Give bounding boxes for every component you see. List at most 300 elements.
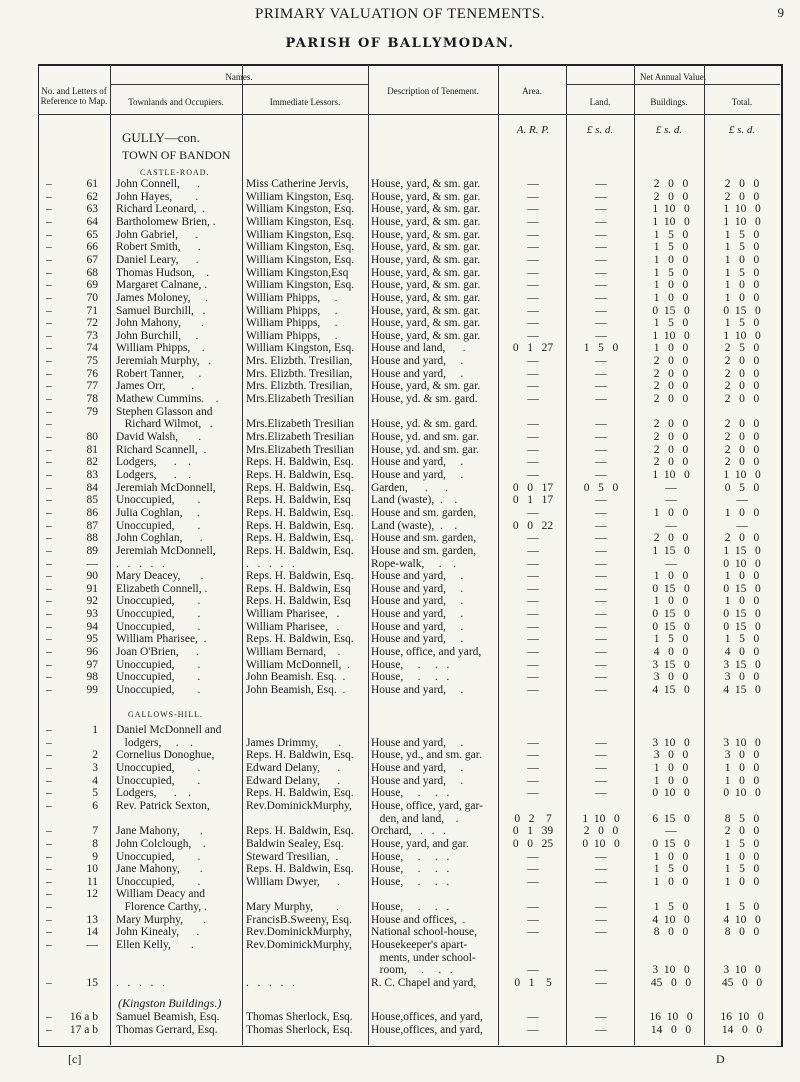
cell-les: William Kingston, Esq. [246,203,355,216]
cell-dash: – [46,253,52,266]
cell-tot: 4 10 0 [723,913,761,926]
cell-occ: David Walsh, . [116,431,202,443]
cell-desc: House, . . . [371,875,450,888]
cell-land: — [595,1023,607,1036]
cell-dash: – [46,405,52,418]
table-row [38,545,780,557]
cell-occ: Thomas Hudson, . [116,266,209,279]
cell-no: 1 [92,724,98,736]
cell-dash: – [46,342,52,355]
cell-les: Reps. H. Baldwin, Esq. [246,570,354,583]
cell-les: William Kingston, Esq. [246,342,355,355]
cell-area: — [527,557,539,570]
cell-desc: Orchard, . . . [371,825,447,838]
table-row [38,520,780,532]
table-row [38,241,780,253]
cell-dash: – [46,799,52,812]
cell-les: William Kingston, Esq. [246,215,355,228]
cell-bld: 2 0 0 [653,418,689,431]
cell-no: 88 [86,532,98,545]
cell-land: — [595,418,607,431]
townland-heading: GULLY—con. [122,130,200,145]
cell-area: — [527,850,539,863]
cell-tot: 1 10 0 [723,468,761,481]
cell-land: — [595,926,607,939]
cell-area: — [527,1011,539,1023]
cell-tot: 3 0 0 [724,671,760,684]
cell-land: — [595,913,607,926]
cell-occ: . . . . . [116,557,165,570]
cell-tot: 1 0 0 [724,570,760,583]
cell-occ: Robert Smith, . [116,241,201,254]
cell-no: 13 [86,913,98,926]
cell-les: . . . . . [246,557,295,570]
cell-tot: 3 10 0 [723,964,761,977]
cell-les: Reps. H. Baldwin, Esq. [246,633,354,646]
cell-tot: 4 0 0 [724,646,760,659]
cell-dash: – [46,355,52,368]
cell-dash: – [46,304,52,317]
cell-occ: Unoccupied, . [116,684,201,696]
cell-tot: 1 0 0 [724,850,760,863]
cell-land: — [595,977,607,989]
cell-bld: 1 5 0 [653,633,689,646]
cell-bld: 6 15 0 [652,812,690,825]
cell-land: — [595,506,607,519]
table-row [38,952,780,964]
cell-desc: Land (waste), . . [371,519,458,532]
cell-desc: House and yard, . [371,355,464,368]
cell-bld: — [665,519,677,532]
cell-land: — [595,544,607,557]
cell-les: . . . . . [246,977,295,989]
cell-land: — [595,443,607,456]
col-lessors-header: Immediate Lessors. [269,97,341,107]
cell-tot: 0 15 0 [723,304,761,317]
table-row [38,964,780,976]
cell-dash: – [46,215,52,228]
cell-dash: – [46,431,52,443]
cell-land: — [595,519,607,532]
cell-dash: – [46,203,52,216]
cell-dash: – [46,468,52,481]
cell-dash: – [46,863,52,876]
cell-occ: Jeremiah Murphy, . [116,355,212,368]
cell-land: — [595,532,607,545]
cell-land: 0 5 0 [583,481,619,494]
cell-desc: R. C. Chapel and yard, [371,977,477,989]
cell-occ: Jane Mahony, . [116,825,203,838]
cell-bld: 1 0 0 [653,279,689,292]
cell-no: 92 [86,595,98,608]
cell-area: — [527,913,539,926]
cell-dash: – [46,506,52,519]
cell-tot: 2 0 0 [724,178,760,190]
cell-no: 68 [86,266,98,279]
cell-area: — [527,367,539,380]
page-header-title: PRIMARY VALUATION OF TENEMENTS. [255,6,545,22]
cell-desc: House, yard, & sm. gar. [371,215,481,228]
cell-no: 81 [86,443,98,456]
cell-bld: 1 5 0 [653,228,689,241]
cell-no: 98 [86,671,98,684]
cell-tot: 1 0 0 [724,506,760,519]
cell-dash: – [46,646,52,659]
cell-desc: House, yard, & sm. gar. [371,266,481,279]
cell-tot: — [736,494,748,507]
cell-desc: House, . . . [371,671,450,684]
cell-tot: 1 0 0 [724,253,760,266]
cell-les: Miss Catherine Jervis, [246,178,349,190]
cell-land: — [595,355,607,368]
cell-tot: 0 10 0 [723,787,761,800]
cell-occ: Lodgers, . . [116,456,192,469]
table-row [38,532,780,544]
cell-les: Reps. H. Baldwin, Esq [246,582,351,595]
cell-land: — [595,468,607,481]
table-row [38,749,780,761]
cell-bld: 3 0 0 [653,671,689,684]
table-row [38,646,780,658]
cell-bld: 1 0 0 [653,570,689,583]
cell-les: Reps. H. Baldwin, Esq. [246,532,354,545]
table-row [38,633,780,645]
cell-no: 80 [86,431,98,443]
cell-dash: – [46,608,52,621]
cell-occ: Bartholomew Brien, . [116,215,216,228]
cell-les: Reps. H. Baldwin, Esq. [246,544,354,557]
table-row [38,355,780,367]
cell-land: — [595,380,607,393]
cell-les: Reps. H. Baldwin, Esq. [246,519,354,532]
cell-no: 79 [86,405,98,418]
cell-land: — [595,329,607,342]
cell-no: 85 [86,494,98,507]
cell-tot: 1 5 0 [724,837,760,850]
cell-occ: Richard Scannell, . [116,443,207,456]
cell-land: — [595,582,607,595]
table-row [38,342,780,354]
cell-bld: 0 15 0 [652,620,690,633]
cell-les: William Kingston, Esq. [246,190,355,203]
cell-tot: 2 0 0 [724,418,760,431]
cell-tot: 8 0 0 [724,926,760,939]
cell-dash: – [46,620,52,633]
cell-area: — [527,443,539,456]
cell-area: — [527,228,539,241]
cell-area: 0 1 17 [512,494,554,507]
cell-dash: – [46,913,52,926]
cell-tot: 0 15 0 [723,608,761,621]
cell-tot: 1 5 0 [724,901,760,914]
cell-no: 11 [86,875,98,888]
cell-bld: 0 15 0 [652,304,690,317]
cell-desc: den, and land, . [371,812,459,825]
cell-tot: 1 0 0 [724,595,760,608]
cell-occ: James Moloney, . [116,291,208,304]
cell-no: 4 [92,774,98,787]
col-townlands-header: Townlands and Occupiers. [128,97,224,107]
table-row [38,1024,780,1036]
cell-dash: – [46,724,52,736]
cell-bld: — [665,825,677,838]
cell-desc: House, yard, and gar. [371,837,469,850]
cell-tot: 1 5 0 [724,241,760,254]
cell-dash: – [46,850,52,863]
street-heading: GALLOWS-HILL. [128,710,203,719]
cell-tot: 1 10 0 [723,329,761,342]
cell-area: — [527,279,539,292]
cell-les: Thomas Sherlock, Esq. [246,1023,353,1036]
cell-les: William Pharisee, . [246,608,340,621]
cell-no: 86 [86,506,98,519]
cell-tot: 2 0 0 [724,532,760,545]
cell-no: 12 [86,888,98,901]
cell-tot: 0 10 0 [723,557,761,570]
cell-tot: 45 0 0 [721,977,763,989]
cell-bld: 1 0 0 [653,774,689,787]
cell-occ: William Deacy and [116,888,205,901]
cell-occ: Unoccupied, . [116,850,201,863]
cell-les: William Phipps, . [246,317,338,330]
cell-area: 0 2 7 [514,812,552,825]
cell-tot: 1 0 0 [724,291,760,304]
table-row [38,876,780,888]
cell-occ: Jane Mahony, . [116,863,203,876]
cell-dash: – [46,736,52,749]
cell-occ: lodgers, . . [116,736,193,749]
cell-desc: House and yard, . [371,468,464,481]
cell-les: Steward Tresilian, . [246,850,339,863]
cell-bld: 2 0 0 [653,532,689,545]
table-row [38,977,780,989]
cell-area: — [527,468,539,481]
cell-no: 91 [86,582,98,595]
table-row [38,456,780,468]
cell-occ: Unoccupied, . [116,519,201,532]
cell-tot: 1 15 0 [723,544,761,557]
cell-area: 0 1 5 [514,977,552,989]
cell-bld: 4 15 0 [652,684,690,696]
table-row [38,507,780,519]
cell-tot: 2 0 0 [724,825,760,838]
col-net-value-header: Net Annual Value. [639,72,707,82]
cell-bld: 1 10 0 [652,468,690,481]
cell-les: William Kingston, Esq. [246,279,355,292]
cell-land: — [595,658,607,671]
cell-desc: Rope-walk, . . [371,557,456,570]
cell-dash: – [46,633,52,646]
cell-bld: 1 0 0 [653,875,689,888]
cell-area: — [527,215,539,228]
cell-tot: 2 0 0 [724,431,760,443]
cell-les: William Kingston, Esq. [246,253,355,266]
cell-dash: – [46,456,52,469]
cell-bld: 1 0 0 [653,761,689,774]
cell-bld: 1 5 0 [653,266,689,279]
table-row [38,494,780,506]
cell-land: — [595,215,607,228]
cell-occ: John Connell, . [116,178,201,190]
cell-tot: 0 15 0 [723,620,761,633]
cell-no: 63 [86,203,98,216]
cell-area: 0 0 17 [512,481,554,494]
cell-land: 1 5 0 [583,342,619,355]
cell-dash: – [46,787,52,800]
cell-tot: 3 0 0 [724,749,760,762]
cell-area: — [527,875,539,888]
cell-land: — [595,279,607,292]
cell-occ: Margaret Calnane, . [116,279,208,292]
cell-bld: 1 0 0 [653,253,689,266]
cell-bld: 3 10 0 [652,736,690,749]
cell-les: William Kingston, Esq. [246,241,355,254]
col-ref-header: No. and Letters of Reference to Map. [40,86,108,106]
cell-occ: Unoccupied, . [116,875,201,888]
cell-dash: – [46,1023,52,1036]
cell-les: Reps. H. Baldwin, Esq. [246,787,354,800]
table-row [38,684,780,696]
cell-bld: 1 5 0 [653,863,689,876]
cell-area: — [527,595,539,608]
cell-no: 70 [86,291,98,304]
cell-dash: – [46,570,52,583]
cell-occ: Ellen Kelly, . [116,939,194,952]
cell-bld: 1 5 0 [653,241,689,254]
cell-les: FrancisB.Sweeny, Esq. [246,913,352,926]
cell-les: Reps. H. Baldwin, Esq. [246,863,354,876]
cell-desc: House, yard, & sm. gar. [371,279,481,292]
cell-tot: 1 0 0 [724,279,760,292]
cell-land: — [595,684,607,696]
cell-occ: Jeremiah McDonnell, [116,544,216,557]
cell-desc: House and yard, . [371,608,464,621]
table-row [38,229,780,241]
cell-occ: Daniel McDonnell and [116,724,222,736]
cell-no: 3 [92,761,98,774]
table-row [38,724,780,736]
cell-land: — [595,367,607,380]
cell-tot: 16 10 0 [720,1011,764,1023]
cell-les: William Bernard, . [246,646,341,659]
cell-area: — [527,608,539,621]
cell-bld: 2 0 0 [653,380,689,393]
cell-occ: Jeremiah McDonnell, [116,481,216,494]
cell-bld: 1 0 0 [653,506,689,519]
cell-no: 7 [92,825,98,838]
cell-dash: – [46,837,52,850]
cell-dash: – [46,901,52,914]
table-row [38,659,780,671]
cell-land: — [595,178,607,190]
cell-area: — [527,418,539,431]
cell-desc: House and offices, . [371,913,466,926]
cell-tot: 1 5 0 [724,633,760,646]
cell-land: 0 10 0 [582,837,620,850]
cell-area: — [527,964,539,977]
cell-area: — [527,253,539,266]
table-row [38,431,780,443]
cell-area: — [527,393,539,406]
cell-land: — [595,774,607,787]
cell-tot: 3 10 0 [723,736,761,749]
cell-tot: 0 5 0 [724,481,760,494]
cell-area: — [527,203,539,216]
cell-bld: 8 0 0 [653,926,689,939]
cell-dash: – [46,595,52,608]
cell-no: 90 [86,570,98,583]
cell-no: 72 [86,317,98,330]
cell-occ: Richard Wilmot, . [116,418,213,431]
cell-desc: House, . . . [371,787,450,800]
cell-desc: House, office, and yard, [371,646,482,659]
cell-area: 0 1 39 [512,825,554,838]
cell-tot: 1 5 0 [724,317,760,330]
cell-desc: House, . . . [371,901,450,914]
cell-les: Mrs. Elizbth. Tresilian, [246,380,353,393]
cell-tot: 2 0 0 [724,393,760,406]
cell-bld: 0 10 0 [652,787,690,800]
cell-no: 61 [86,178,98,190]
cell-no: 73 [86,329,98,342]
parish-title: PARISH OF BALLYMODAN. [285,36,515,51]
cell-les: William Phipps, . [246,291,338,304]
header-rule [38,114,780,115]
cell-tot: 2 0 0 [724,367,760,380]
cell-land: — [595,266,607,279]
cell-bld: 2 0 0 [653,367,689,380]
cell-desc: House and yard, . [371,761,464,774]
cell-occ: Unoccupied, . [116,620,201,633]
cell-les: Reps. H. Baldwin, Esq. [246,468,354,481]
cell-occ: Samuel Burchill, . [116,304,206,317]
cell-dash: – [46,481,52,494]
table-row [38,216,780,228]
cell-bld: 2 0 0 [653,178,689,190]
col-area-header: Area. [522,86,542,96]
cell-no: 17 a b [69,1023,98,1036]
cell-dash: – [46,888,52,901]
cell-land: 1 10 0 [582,812,620,825]
cell-bld: 1 10 0 [652,329,690,342]
table-row [38,926,780,938]
total-units: £ s. d. [728,124,756,136]
table-row [38,380,780,392]
cell-area: — [527,761,539,774]
cell-bld: 1 0 0 [653,595,689,608]
cell-land: — [595,863,607,876]
cell-bld: 4 0 0 [653,646,689,659]
col-land-header: Land. [589,97,611,107]
cell-les: Reps. H. Baldwin, Esq. [246,749,354,762]
cell-no: 89 [86,544,98,557]
cell-bld: 0 15 0 [652,837,690,850]
cell-occ: John Colclough, . [116,837,206,850]
cell-area: — [527,787,539,800]
cell-no: 82 [86,456,98,469]
cell-les: James Drimmy, . [246,736,342,749]
cell-land: — [595,317,607,330]
cell-desc: House, . . . [371,863,450,876]
cell-dash: – [46,266,52,279]
cell-dash: – [46,443,52,456]
table-row [38,406,780,418]
cell-land: — [595,1011,607,1023]
cell-area: — [527,304,539,317]
cell-tot: 14 0 0 [721,1023,763,1036]
cell-les: Reps. H. Baldwin, Esq. [246,456,354,469]
cell-land: — [595,241,607,254]
